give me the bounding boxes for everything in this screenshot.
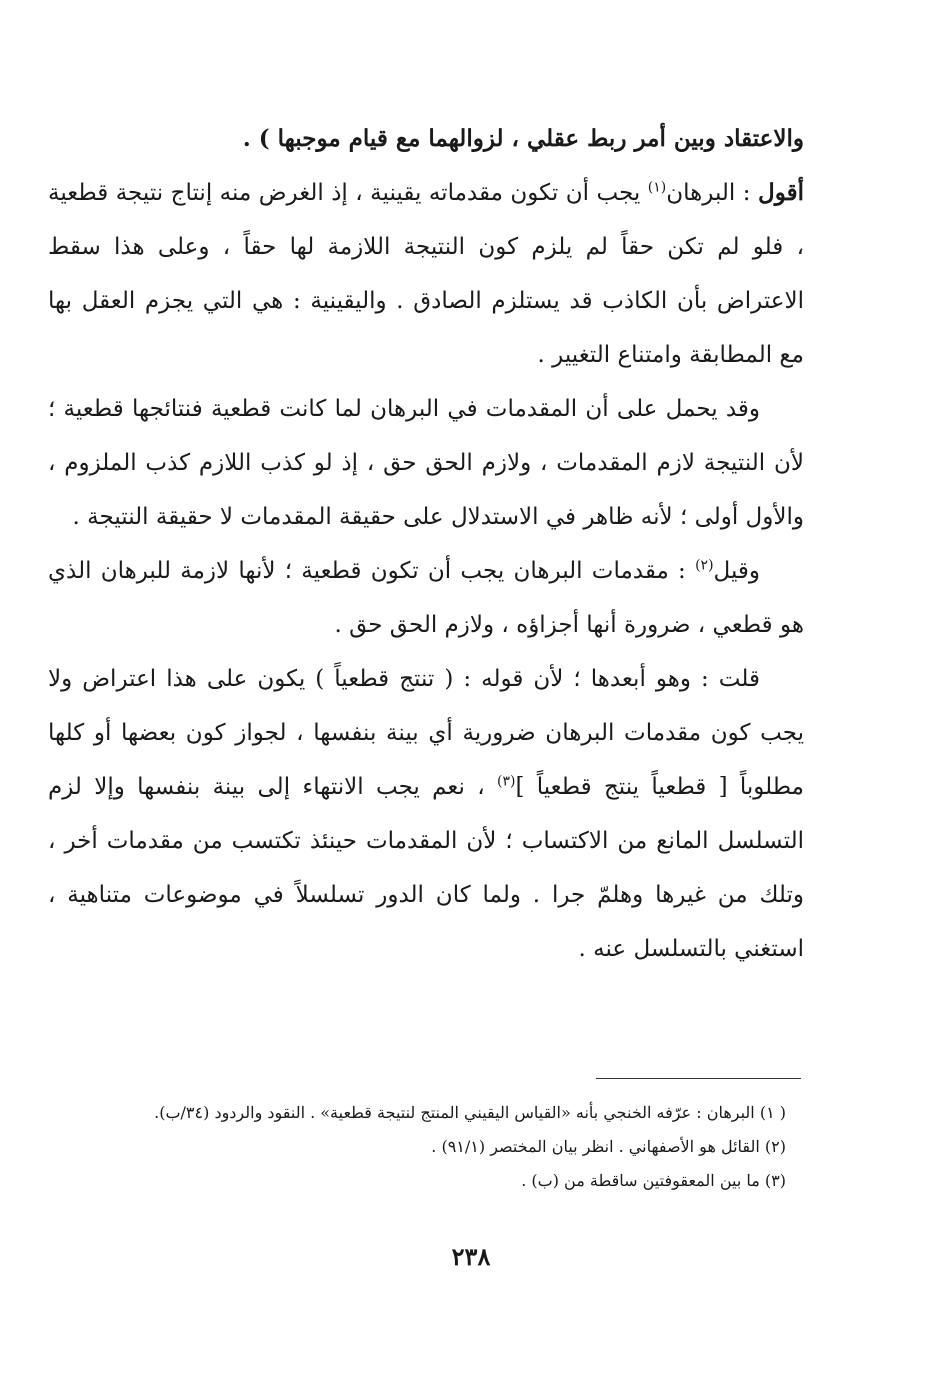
- paragraph-text: يجب أن تكون مقدماته يقينية ، إذ الغرض منه إنتاج نتيجة قطعية ، فلو لم تكن حقاً لم يلزم كون النتيجة اللازمة لها حقاً ، وعلى هذا سقط الاعتراض بأن الكاذب قد يستلزم الصادق . واليقينية : هي التي يجزم العقل بها مع المطابقة وامتناع التغيير .: [48, 180, 804, 368]
- paragraph-text: ، نعم يجب الانتهاء إلى بينة بنفسها وإلا لزم التسلسل المانع من الاكتساب ؛ لأن المقدمات حينئذ تكتسب من مقدمات أخر ، وتلك من غيرها وهلمّ جرا . ولما كان الدور تسلسلاً في موضوعات متناهية ، استغني بالتسلسل عنه .: [48, 774, 804, 962]
- footnote-ref-1[interactable]: (١): [647, 179, 667, 196]
- paragraph-text: وقيل: [713, 558, 760, 584]
- footnotes: [48, 1096, 786, 1198]
- page-number: ٢٣٨: [451, 1242, 491, 1271]
- paragraph-text: قلت : وهو أبعدها ؛ لأن قوله : ( تنتج قطعياً ) يكون على هذا اعتراض ولا يجب كون مقدمات البرهان ضرورية أي بينة بنفسها ، لجواز كون بعضها أو كلها مطلوباً [ قطعياً ينتج قطعياً ]: [48, 666, 804, 800]
- paragraph-lead-word: أقول: [758, 179, 804, 206]
- footnote-1: ( ١) البرهان : عرّفه الخنجي بأنه «القياس اليقيني المنتج لنتيجة قطعية» . النقود والردود (٣٤/ب).: [154, 1103, 786, 1122]
- footnote-separator: [596, 1078, 801, 1079]
- paragraph-text: : البرهان: [666, 180, 759, 206]
- main-text: [48, 112, 804, 976]
- paragraph-wa-qila: [48, 544, 804, 652]
- footnote-2: (٢) القائل هو الأصفهاني . انظر بيان المختصر (٩١/١) .: [431, 1137, 786, 1156]
- paragraph-continuation: والاعتقاد وبين أمر ربط عقلي ، لزوالهما مع قيام موجبها ) .: [242, 125, 804, 152]
- footnote-ref-2[interactable]: (٢): [695, 557, 714, 574]
- paragraph-aqul: [48, 166, 804, 382]
- paragraph-text: : مقدمات البرهان يجب أن تكون قطعية ؛ لأنها لازمة للبرهان الذي هو قطعي ، ضرورة أنها أجزاؤه ، ولازم الحق حق .: [48, 558, 804, 638]
- paragraph-qultu: [48, 652, 804, 976]
- footnote-3: (٣) ما بين المعقوفتين ساقطة من (ب) .: [521, 1171, 786, 1190]
- footnote-ref-3[interactable]: (٣): [496, 773, 516, 790]
- paragraph-wa-qad: وقد يحمل على أن المقدمات في البرهان لما كانت قطعية فنتائجها قطعية ؛ لأن النتيجة لازم المقدمات ، ولازم الحق حق ، إذ لو كذب اللازم كذب الملزوم ، والأول أولى ؛ لأنه ظاهر في الاستدلال على حقيقة المقدمات لا حقيقة النتيجة .: [48, 396, 804, 530]
